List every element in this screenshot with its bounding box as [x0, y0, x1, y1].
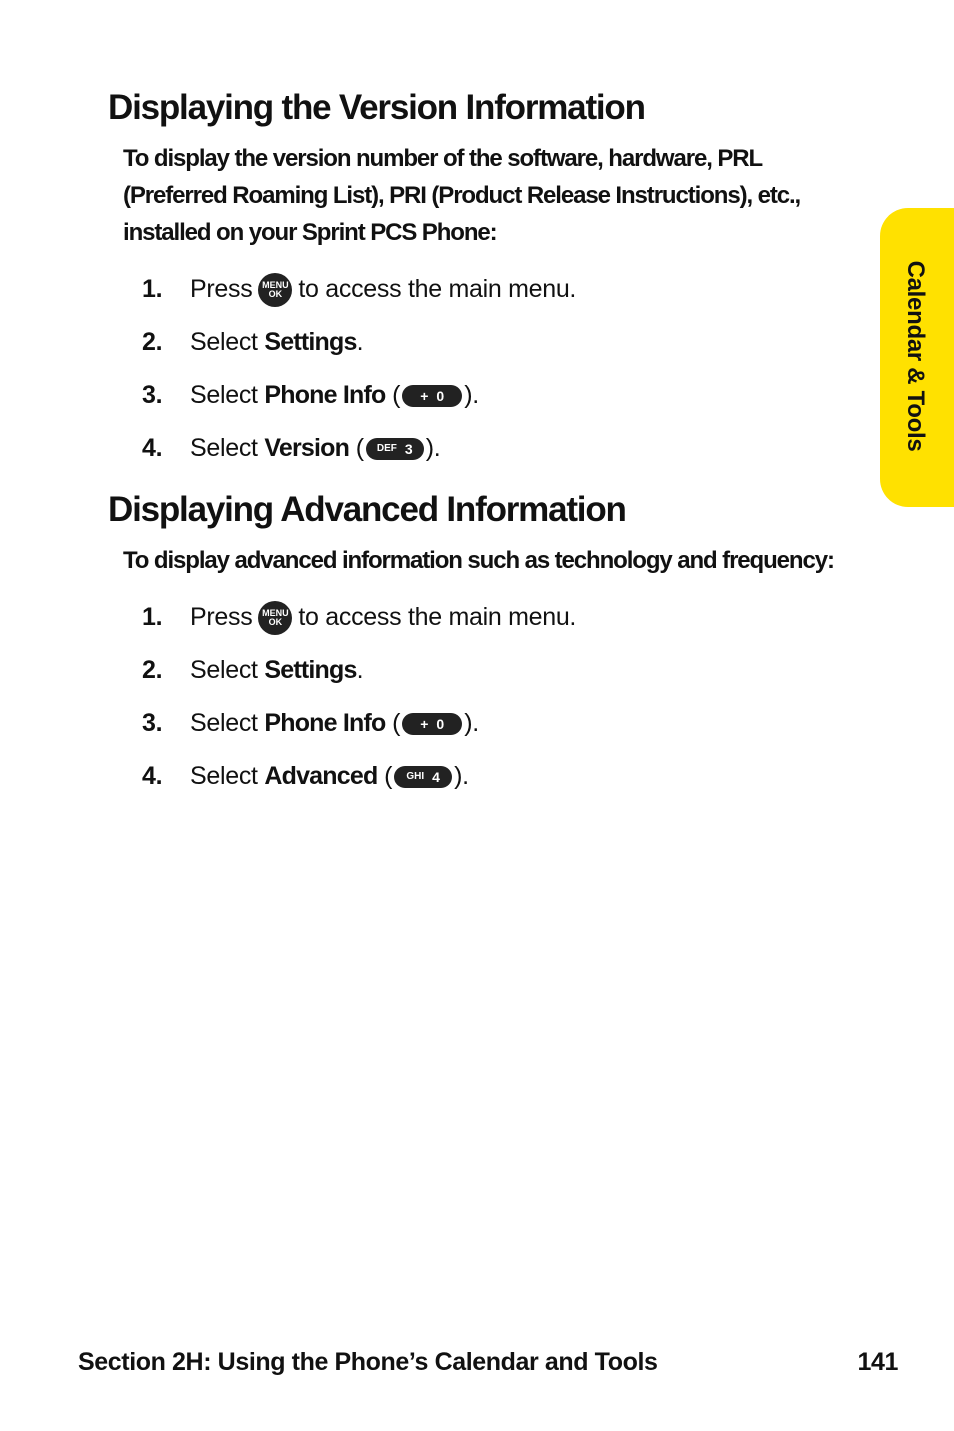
section-tab-label: Calendar & Tools: [902, 260, 929, 452]
advanced-info-heading: Displaying Advanced Information: [108, 490, 626, 529]
version-info-steps: [108, 263, 868, 475]
version-info-intro: To display the version number of the software, hardware, PRL (Preferred Roaming List), PRI (Product Release Instructions), etc., installed on your Sprint PCS Phone:: [123, 145, 801, 246]
menu-ok-key-icon: MENU OK: [258, 273, 292, 307]
step-item: 1. Press MENU OK to access the main menu.: [108, 591, 868, 644]
footer-section-title: Section 2H: Using the Phone’s Calendar and Tools: [78, 1348, 658, 1376]
zero-key-icon: + 0: [402, 385, 462, 407]
advanced-info-steps: [108, 591, 868, 803]
step-item: 3. Select Phone Info ( + 0 ).: [142, 381, 479, 409]
version-info-heading: Displaying the Version Information: [108, 88, 645, 127]
zero-key-icon: + 0: [402, 713, 462, 735]
menu-ok-key-icon: MENU OK: [258, 601, 292, 635]
step-item: 4. Select Advanced ( GHI 4 ).: [142, 762, 469, 790]
four-key-icon: GHI 4: [394, 766, 452, 788]
version-info-section: [108, 86, 868, 475]
step-item: 3. Select Phone Info ( + 0 ).: [142, 709, 479, 737]
step-item: 4. Select Version ( DEF 3 ).: [142, 434, 441, 462]
three-key-icon: DEF 3: [366, 438, 424, 460]
step-item: 2. Select Settings .: [142, 328, 364, 356]
step-item: 1. Press MENU OK to access the main menu.: [108, 263, 868, 316]
page-number: 141: [857, 1348, 898, 1376]
page-footer: [78, 1348, 898, 1377]
advanced-info-intro: To display advanced information such as technology and frequency:: [123, 547, 834, 574]
advanced-info-section: [108, 488, 868, 803]
step-item: 2. Select Settings .: [142, 656, 364, 684]
